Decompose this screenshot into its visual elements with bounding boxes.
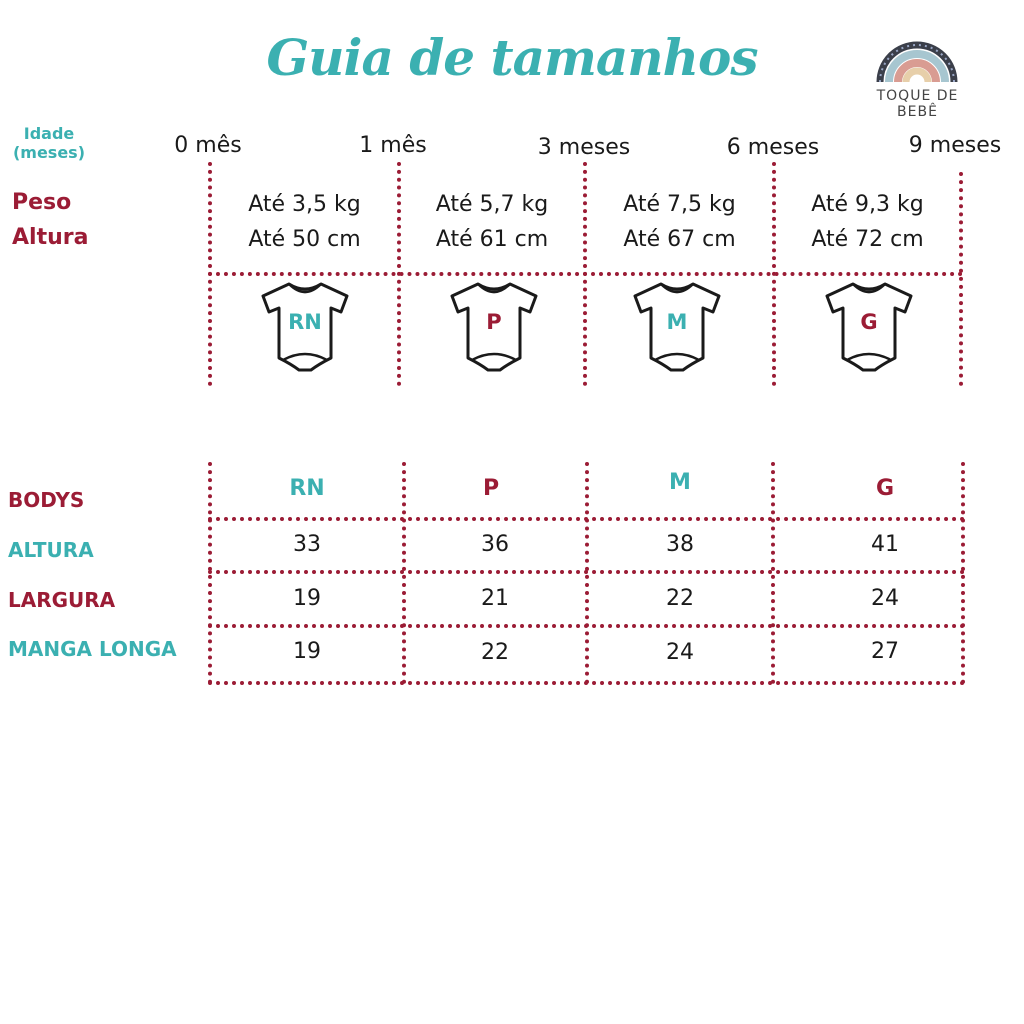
table-cell: 24 xyxy=(871,586,899,611)
altura-value: Até 67 cm xyxy=(623,227,736,252)
altura-value: Até 61 cm xyxy=(435,227,549,252)
table-cell: 19 xyxy=(293,639,321,664)
altura-value: Até 72 cm xyxy=(811,227,924,252)
onesie-p xyxy=(448,280,540,374)
table-cell: 22 xyxy=(666,586,694,611)
age-label-line1: Idade xyxy=(23,124,75,143)
page-title: Guia de tamanhos xyxy=(266,28,758,87)
altura-value: Até 50 cm xyxy=(248,227,361,252)
peso-label: Peso xyxy=(12,190,72,215)
table-cell: 24 xyxy=(666,640,694,665)
age-1: 1 mês xyxy=(359,133,427,158)
size-header-p: P xyxy=(482,476,500,501)
table-cell: 33 xyxy=(293,532,321,557)
table-cell: 22 xyxy=(481,640,509,665)
onesie-m xyxy=(631,280,723,374)
age-3: 3 meses xyxy=(537,135,631,160)
grid-hline xyxy=(208,272,963,276)
table-cell: 21 xyxy=(481,586,509,611)
brand-name: TOQUE DE BEBÊ xyxy=(876,88,959,120)
row-label-bodys: BODYS xyxy=(8,488,85,512)
table-cell: 41 xyxy=(871,532,899,557)
size-rn-label: RN xyxy=(288,310,322,334)
rainbow-logo-icon xyxy=(872,26,962,90)
age-9: 9 meses xyxy=(908,133,1002,158)
weight-height-cell-rn xyxy=(212,187,397,257)
size-m-label: M xyxy=(666,310,688,334)
age-6: 6 meses xyxy=(726,135,820,160)
peso-value: Até 9,3 kg xyxy=(811,192,924,217)
peso-value: Até 7,5 kg xyxy=(623,192,736,217)
age-0: 0 mês xyxy=(174,133,242,158)
age-label-line2: (meses) xyxy=(12,143,86,162)
weight-height-cell-g xyxy=(776,187,959,257)
table-cell: 36 xyxy=(481,532,509,557)
row-label-largura: LARGURA xyxy=(8,588,116,612)
weight-height-cell-p xyxy=(401,187,583,257)
onesie-rn xyxy=(259,280,351,374)
weight-height-cell-m xyxy=(587,187,772,257)
size-header-m: M xyxy=(669,470,691,495)
size-g-label: G xyxy=(860,310,878,334)
size-header-rn: RN xyxy=(289,476,325,501)
peso-value: Até 5,7 kg xyxy=(435,192,549,217)
size-p-label: P xyxy=(486,310,502,334)
size-header-g: G xyxy=(875,476,895,501)
altura-label: Altura xyxy=(12,225,89,250)
onesie-g xyxy=(823,280,915,374)
row-label-manga-longa: MANGA LONGA xyxy=(8,637,177,661)
grid-vline xyxy=(959,172,963,386)
table-cell: 38 xyxy=(666,532,694,557)
grid-hline xyxy=(208,517,965,521)
table-cell: 19 xyxy=(293,586,321,611)
grid-hline xyxy=(208,624,965,628)
peso-value: Até 3,5 kg xyxy=(248,192,361,217)
grid-hline xyxy=(208,681,965,685)
grid-hline xyxy=(208,570,965,574)
table-cell: 27 xyxy=(871,639,899,664)
row-label-altura: ALTURA xyxy=(8,538,94,562)
age-label xyxy=(10,124,88,162)
